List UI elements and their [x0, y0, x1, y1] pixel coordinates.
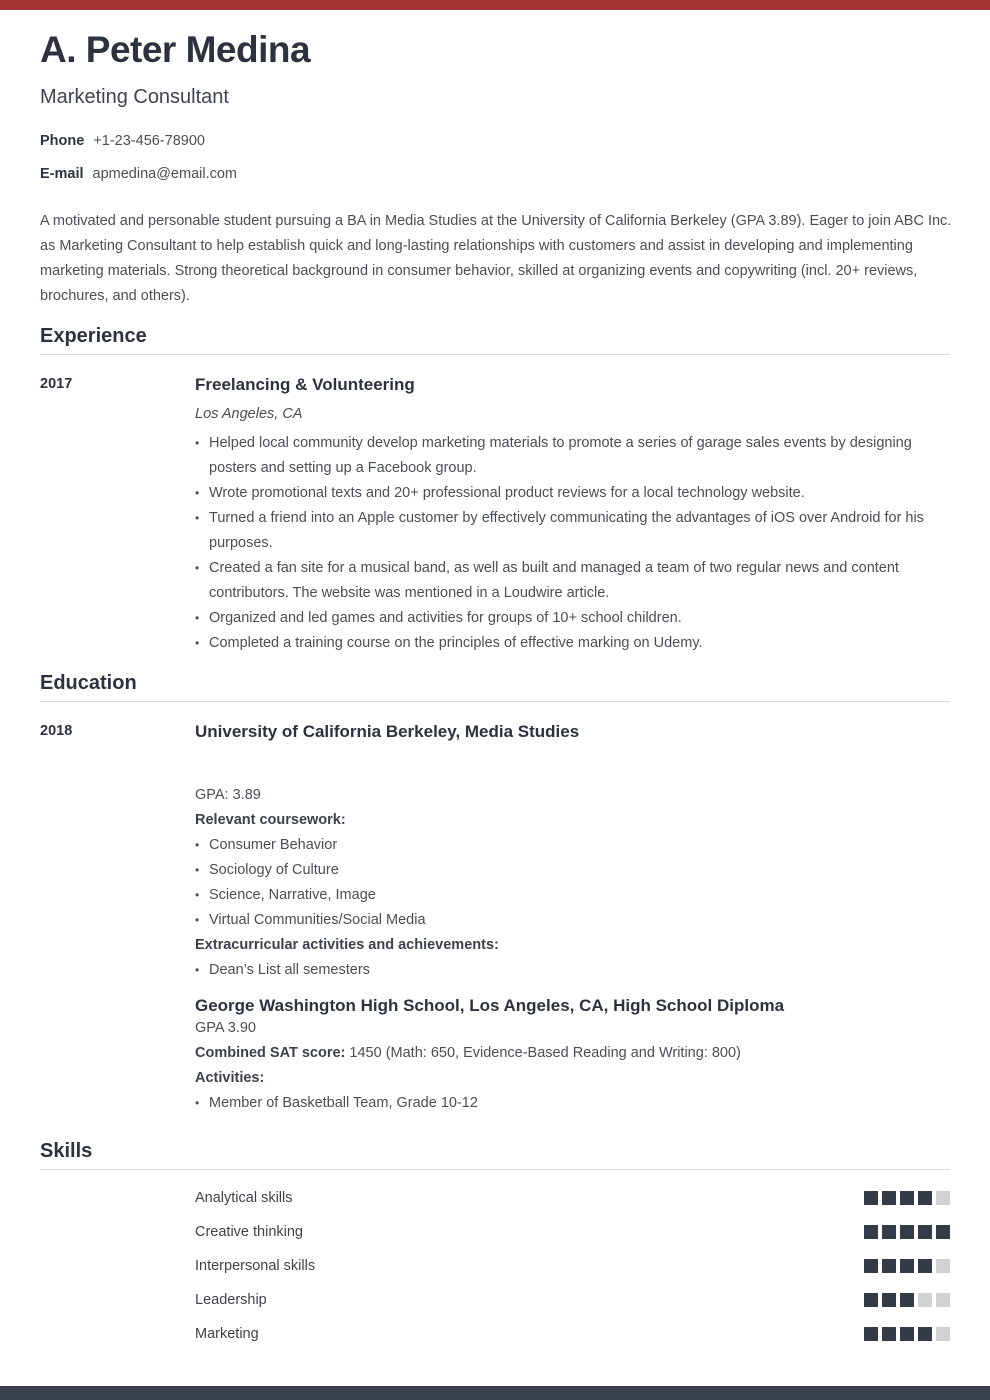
skill-square-filled: [864, 1191, 878, 1205]
skill-square-filled: [864, 1293, 878, 1307]
skill-square-filled: [900, 1259, 914, 1273]
experience-date: 2017: [40, 376, 73, 392]
experience-bullet: • Wrote promotional texts and 20+ professional product reviews for a local technology website.: [195, 481, 950, 506]
experience-heading: Experience: [40, 325, 950, 355]
skill-level-indicator: [860, 1225, 950, 1239]
contact-block: [40, 133, 950, 183]
skill-level-indicator: [860, 1259, 950, 1273]
skill-level-indicator: [860, 1191, 950, 1205]
skill-square-filled: [918, 1225, 932, 1239]
skill-square-empty: [936, 1259, 950, 1273]
email-label: E-mail: [40, 166, 84, 182]
skill-square-filled: [864, 1259, 878, 1273]
skill-label: Leadership: [195, 1292, 267, 1308]
skill-level-indicator: [860, 1293, 950, 1307]
education-line: Combined SAT score: 1450 (Math: 650, Evidence-Based Reading and Writing: 800): [195, 1045, 741, 1061]
experience-bullet: • Created a fan site for a musical band, as well as built and managed a team of two regular news and content contributors. The website was mentioned in a Loudwire article.: [195, 556, 950, 606]
education-line: GPA: 3.89: [195, 787, 261, 803]
skill-square-filled: [882, 1293, 896, 1307]
skill-square-filled: [900, 1225, 914, 1239]
experience-bullet: • Helped local community develop marketing materials to promote a series of garage sales events by designing posters and setting up a Facebook group.: [195, 431, 950, 481]
skill-row: [195, 1256, 950, 1276]
job-title: Marketing Consultant: [40, 86, 229, 108]
skill-row: [195, 1290, 950, 1310]
education-line: • Member of Basketball Team, Grade 10-12: [195, 1091, 950, 1116]
education-line: Relevant coursework:: [195, 812, 346, 828]
skills-list: [40, 1188, 950, 1344]
education-section: [40, 672, 950, 1116]
skill-level-indicator: [860, 1327, 950, 1341]
skill-square-filled: [864, 1327, 878, 1341]
skill-row: [195, 1188, 950, 1208]
experience-location: Los Angeles, CA: [195, 406, 303, 422]
skill-label: Analytical skills: [195, 1190, 293, 1206]
experience-title: Freelancing & Volunteering: [195, 375, 415, 394]
education-line: • Sociology of Culture: [195, 858, 950, 883]
education-date: 2018: [40, 723, 73, 739]
education-heading: Education: [40, 672, 950, 702]
education-entry: [40, 995, 950, 1116]
skill-row: [195, 1324, 950, 1344]
accent-top-bar: [0, 0, 990, 10]
education-line: • Dean’s List all semesters: [195, 958, 950, 983]
skill-square-empty: [936, 1293, 950, 1307]
phone-row: [40, 133, 950, 150]
skill-square-empty: [936, 1191, 950, 1205]
education-entry: [40, 721, 950, 983]
education-line: Extracurricular activities and achievements:: [195, 937, 499, 953]
skill-square-filled: [882, 1225, 896, 1239]
skill-square-filled: [918, 1259, 932, 1273]
person-name: A. Peter Medina: [40, 29, 311, 70]
skill-square-filled: [936, 1225, 950, 1239]
education-line: • Science, Narrative, Image: [195, 883, 950, 908]
education-line: • Consumer Behavior: [195, 833, 950, 858]
experience-bullet: • Organized and led games and activities for groups of 10+ school children.: [195, 606, 950, 631]
education-line: GPA 3.90: [195, 1020, 256, 1036]
phone-label: Phone: [40, 133, 85, 149]
skill-row: [195, 1222, 950, 1242]
experience-bullet: • Completed a training course on the principles of effective marking on Udemy.: [195, 631, 950, 656]
education-line-label: Combined SAT score:: [195, 1045, 346, 1061]
skill-square-empty: [918, 1293, 932, 1307]
skill-square-filled: [900, 1327, 914, 1341]
page-bottom-bar: [0, 1386, 990, 1400]
experience-entry: [40, 374, 950, 656]
skill-square-filled: [918, 1191, 932, 1205]
education-title: University of California Berkeley, Media Studies: [195, 722, 580, 741]
skill-square-filled: [882, 1327, 896, 1341]
skill-square-filled: [864, 1225, 878, 1239]
experience-bullets: [195, 431, 950, 656]
skill-square-filled: [918, 1327, 932, 1341]
skill-square-empty: [936, 1327, 950, 1341]
skill-square-filled: [900, 1191, 914, 1205]
experience-section: [40, 325, 950, 656]
skills-heading: Skills: [40, 1140, 950, 1170]
phone-value: +1-23-456-78900: [93, 133, 205, 149]
education-line: Activities:: [195, 1070, 265, 1086]
skill-square-filled: [900, 1293, 914, 1307]
education-entries: [40, 721, 950, 1116]
skill-label: Marketing: [195, 1326, 259, 1342]
summary-text: A motivated and personable student pursuing a BA in Media Studies at the University of California Berkeley (GPA 3.89). Eager to join ABC Inc. as Marketing Consultant to help establish quick and long-lasting relationships with customers and assist in developing and implementing marketing materials. Strong theoretical background in consumer behavior, skilled at organizing events and copywriting (incl. 20+ reviews, brochures, and others).: [40, 213, 952, 304]
skill-label: Creative thinking: [195, 1224, 303, 1240]
education-line: • Virtual Communities/Social Media: [195, 908, 950, 933]
skill-square-filled: [882, 1191, 896, 1205]
skills-section: [40, 1140, 950, 1344]
skill-label: Interpersonal skills: [195, 1258, 316, 1274]
email-row: [40, 166, 950, 183]
email-value: apmedina@email.com: [92, 166, 237, 182]
education-title: George Washington High School, Los Angeles, CA, High School Diploma: [195, 996, 785, 1015]
skill-square-filled: [882, 1259, 896, 1273]
experience-bullet: • Turned a friend into an Apple customer by effectively communicating the advantages of iOS over Android for his purposes.: [195, 506, 950, 556]
